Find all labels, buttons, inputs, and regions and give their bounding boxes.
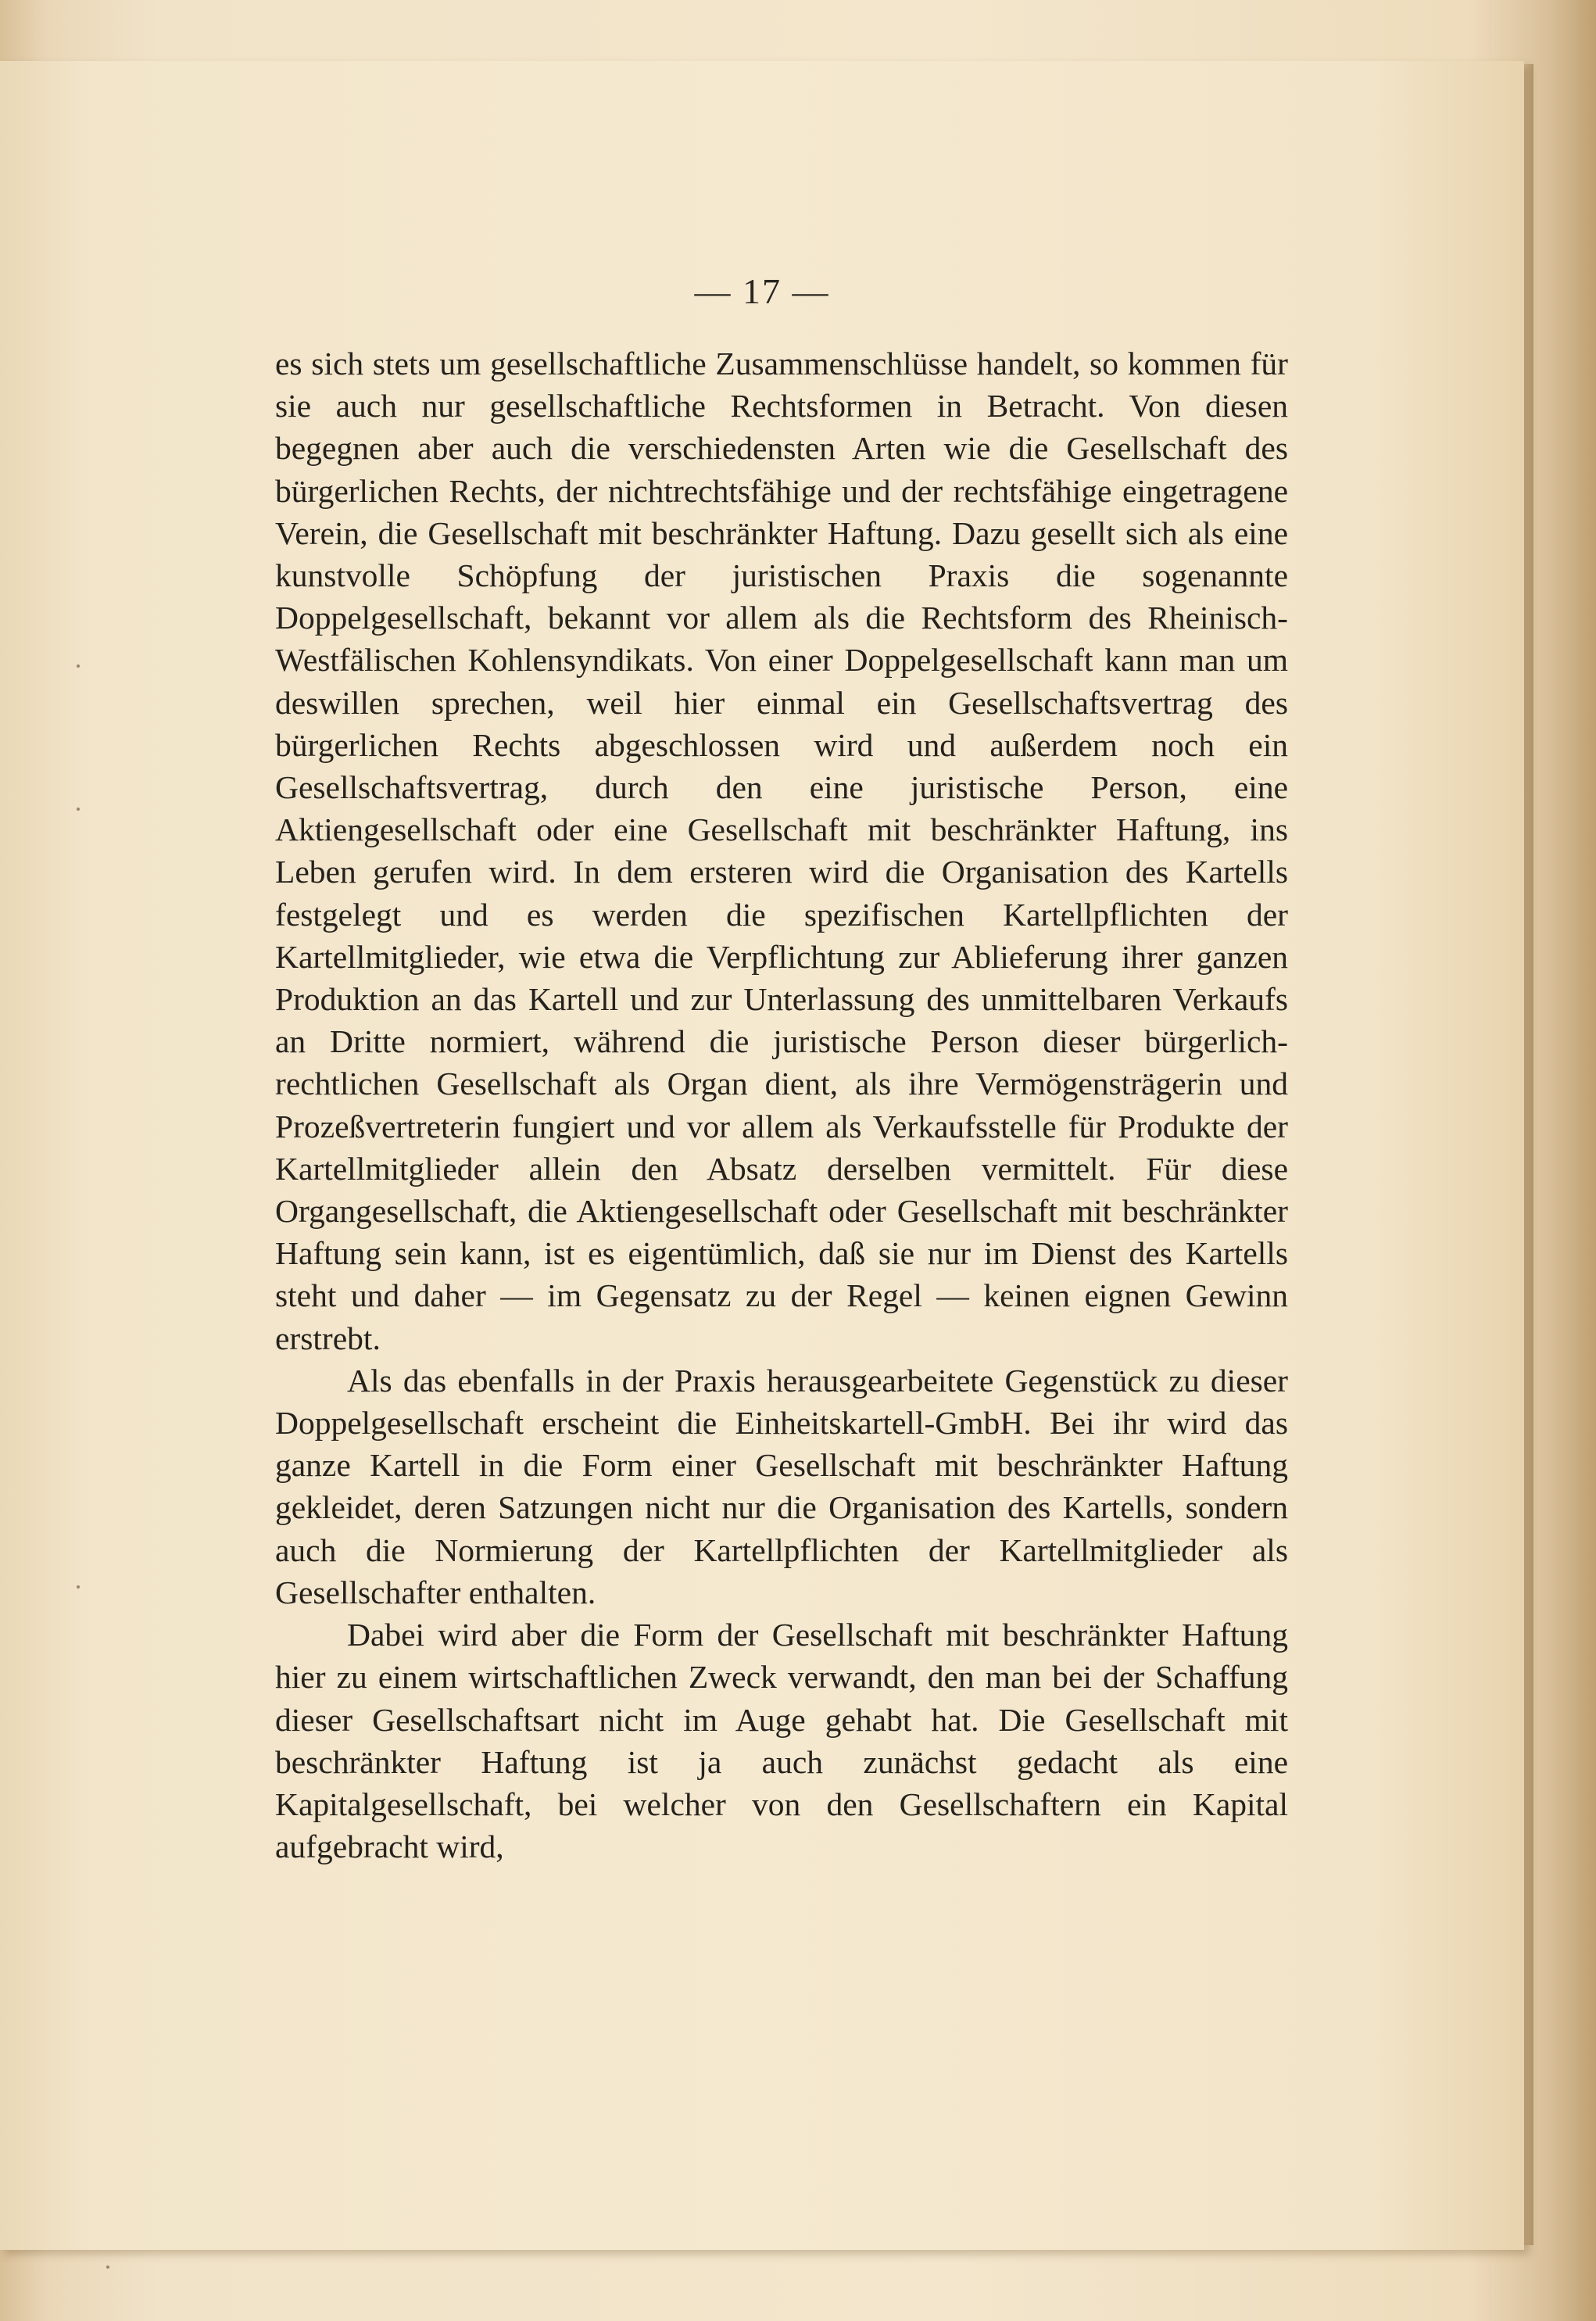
paragraph-3: Dabei wird aber die Form der Gesellschaft mit beschränkter Haftung hier zu einem wirtschaftlichen Zweck verwandt, den man bei der Schaffung dieser Gesellschaftsart nicht im Auge gehabt hat. Die Gesellschaft mit beschränkter Haftung ist ja auch zunächst gedacht als eine Kapitalgesellschaft, bei welcher von den Gesellschaftern ein Kapital aufgebracht wird, [275,1617,1288,1865]
paragraph-1: es sich stets um gesellschaftliche Zusammenschlüsse handelt, so kommen für sie auch nur gesellschaftliche Rechtsformen in Betracht. Von diesen begegnen aber auch die verschiedensten Arten wie die Gesellschaft des bürgerlichen Rechts, der nichtrechtsfähige und der rechtsfähige eingetragene Verein, die Gesellschaft mit beschränkter Haftung. Dazu gesellt sich als eine kunstvolle Schöpfung der juristischen Praxis die sogenannte Doppelgesellschaft, bekannt vor allem als die Rechtsform des Rheinisch-Westfälischen Kohlensyndikats. Von einer Doppelgesellschaft kann man um deswillen sprechen, weil hier einmal ein Gesellschaftsvertrag des bürgerlichen Rechts abgeschlossen wird und außerdem noch ein Gesellschaftsvertrag, durch den eine juristische Person, eine Aktiengesellschaft oder eine Gesellschaft mit beschränkter Haftung, ins Leben gerufen wird. In dem ersteren wird die Organisation des Kartells festgelegt und es werden die spezifischen Kartellpflichten der Kartellmitglieder, wie etwa die Verpflichtung zur Ablieferung ihrer ganzen Produktion an das Kartell und zur Unterlassung des unmittelbaren Verkaufs an Dritte normiert, während die juristische Person dieser bürgerlich-rechtlichen Gesellschaft als Organ dient, als ihre Vermögensträgerin und Prozeßvertreterin fungiert und vor allem als Verkaufsstelle für Produkte der Kartellmitglieder allein den Absatz derselben vermittelt. Für diese Organgesellschaft, die Aktiengesellschaft oder Gesellschaft mit beschränkter Haftung sein kann, ist es eigentümlich, daß sie nur im Dienst des Kartells steht und daher — im Gegensatz zu der Regel — keinen eignen Gewinn erstrebt. [275,346,1288,1356]
margin-speck [77,1585,80,1589]
body-text [275,342,1288,1868]
margin-speck [77,808,80,811]
margin-speck [77,664,80,668]
paragraph-2: Als das ebenfalls in der Praxis herausgearbeitete Gegenstück zu dieser Doppelgesellschaft erscheint die Einheitskartell-GmbH. Bei ihr wird das ganze Kartell in die Form einer Gesellschaft mit beschränkter Haftung gekleidet, deren Satzungen nicht nur die Organisation des Kartells, sondern auch die Normierung der Kartellpflichten der Kartellmitglieder als Gesellschafter enthalten. [275,1362,1288,1610]
book-page [0,61,1524,2250]
margin-speck [106,2265,109,2269]
page-number: — 17 — [694,271,830,311]
